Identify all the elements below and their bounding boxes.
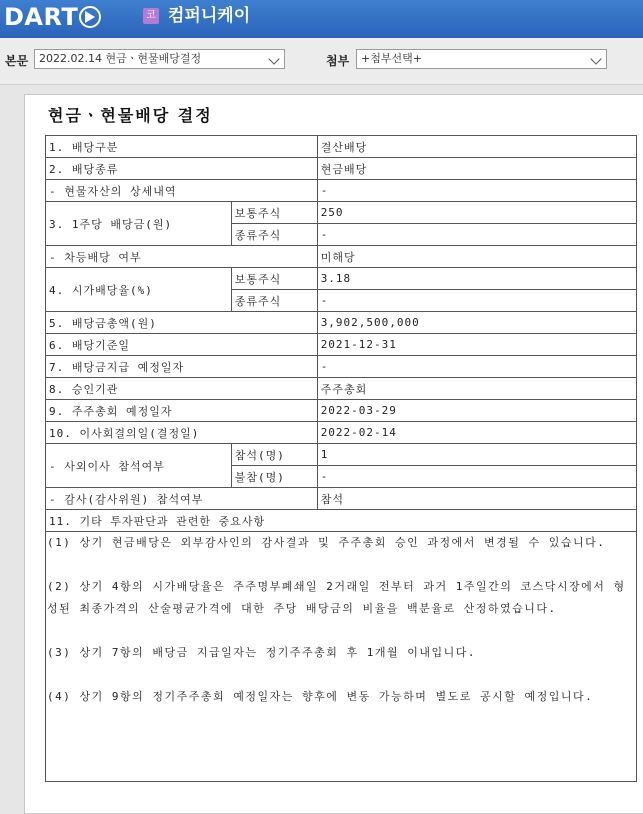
row-value: 250 xyxy=(317,202,636,224)
table-row xyxy=(46,246,637,268)
row-value: 3.18 xyxy=(317,268,636,290)
row-label: 10. 이사회결의일(결정일) xyxy=(46,422,318,444)
row-value: - xyxy=(317,466,636,488)
top-bar xyxy=(0,0,643,38)
table-row xyxy=(46,444,637,466)
row-label: - 현물자산의 상세내역 xyxy=(46,180,318,202)
row-value: - xyxy=(317,290,636,312)
row-label: 1. 배당구분 xyxy=(46,136,318,158)
table-row xyxy=(46,356,637,378)
row-value: 3,902,500,000 xyxy=(317,312,636,334)
row-label: 4. 시가배당율(%) xyxy=(46,268,232,312)
row-label: - 차등배당 여부 xyxy=(46,246,318,268)
filter-bar xyxy=(0,38,643,85)
note-paragraph: (3) 상기 7항의 배당금 지급일자는 정기주주총회 후 1개월 이내입니다. xyxy=(47,646,476,659)
row-label: 8. 승인기관 xyxy=(46,378,318,400)
chevron-down-icon xyxy=(268,53,279,64)
table-row xyxy=(46,202,637,224)
play-circle-icon xyxy=(79,6,101,28)
page-title: 현금ㆍ현물배당 결정 xyxy=(48,106,213,125)
notes-row xyxy=(46,532,637,782)
row-sublabel: 불참(명) xyxy=(231,466,317,488)
row-value: 주주총회 xyxy=(317,378,636,400)
row-value: 결산배당 xyxy=(317,136,636,158)
row-sublabel: 보통주식 xyxy=(231,202,317,224)
row-label: 11. 기타 투자판단과 관련한 중요사항 xyxy=(46,510,637,532)
row-sublabel: 보통주식 xyxy=(231,268,317,290)
row-label: 2. 배당종류 xyxy=(46,158,318,180)
row-value: 2022-03-29 xyxy=(317,400,636,422)
table-row xyxy=(46,334,637,356)
company-name[interactable]: 컴퍼니케이 xyxy=(168,6,251,26)
row-value: - xyxy=(317,180,636,202)
row-value: 현금배당 xyxy=(317,158,636,180)
row-label: - 사외이사 참석여부 xyxy=(46,444,232,488)
attach-label: 첨부 xyxy=(326,54,350,68)
row-label: 6. 배당기준일 xyxy=(46,334,318,356)
row-value: - xyxy=(317,224,636,246)
table-row xyxy=(46,378,637,400)
company-badge-icon: 코 xyxy=(143,8,159,24)
table-row xyxy=(46,488,637,510)
row-label: 9. 주주총회 예정일자 xyxy=(46,400,318,422)
table-row xyxy=(46,422,637,444)
attach-select[interactable] xyxy=(356,49,607,69)
row-value: 미해당 xyxy=(317,246,636,268)
row-value: 참석 xyxy=(317,488,636,510)
table-row xyxy=(46,136,637,158)
row-value: 1 xyxy=(317,444,636,466)
table-row xyxy=(46,400,637,422)
dividend-table xyxy=(45,135,637,782)
row-sublabel: 종류주식 xyxy=(231,290,317,312)
row-value: 2021-12-31 xyxy=(317,334,636,356)
table-row xyxy=(46,158,637,180)
main-doc-label: 본문 xyxy=(5,54,29,68)
table-row xyxy=(46,180,637,202)
table-row xyxy=(46,510,637,532)
row-label: 5. 배당금총액(원) xyxy=(46,312,318,334)
table-row xyxy=(46,312,637,334)
table-row xyxy=(46,268,637,290)
row-sublabel: 참석(명) xyxy=(231,444,317,466)
note-paragraph: (2) 상기 4항의 시가배당율은 주주명부폐쇄일 2거래일 전부터 과거 1주일간의 코스닥시장에서 형성된 최종가격의 산술평균가격에 대한 주당 배당금의 비율을 백분율로 산정하였습니다. xyxy=(47,580,626,615)
row-label: - 감사(감사위원) 참석여부 xyxy=(46,488,318,510)
main-doc-select-value: 2022.02.14 현금ㆍ현물배당결정 xyxy=(39,52,202,65)
notes-cell xyxy=(46,532,637,782)
logo-text: DART xyxy=(4,3,79,31)
row-sublabel: 종류주식 xyxy=(231,224,317,246)
row-value: - xyxy=(317,356,636,378)
document-panel xyxy=(24,94,643,814)
row-label: 7. 배당금지급 예정일자 xyxy=(46,356,318,378)
attach-select-value: +첨부선택+ xyxy=(361,52,422,65)
main-doc-select[interactable] xyxy=(34,49,285,69)
note-paragraph: (1) 상기 현금배당은 외부감사인의 감사결과 및 주주총회 승인 과정에서 변경될 수 있습니다. xyxy=(47,536,606,549)
chevron-down-icon xyxy=(590,53,601,64)
row-value: 2022-02-14 xyxy=(317,422,636,444)
row-label: 3. 1주당 배당금(원) xyxy=(46,202,232,246)
note-paragraph: (4) 상기 9항의 정기주주총회 예정일자는 향후에 변동 가능하며 별도로 공시할 예정입니다. xyxy=(47,690,594,703)
dart-logo[interactable] xyxy=(4,2,101,32)
